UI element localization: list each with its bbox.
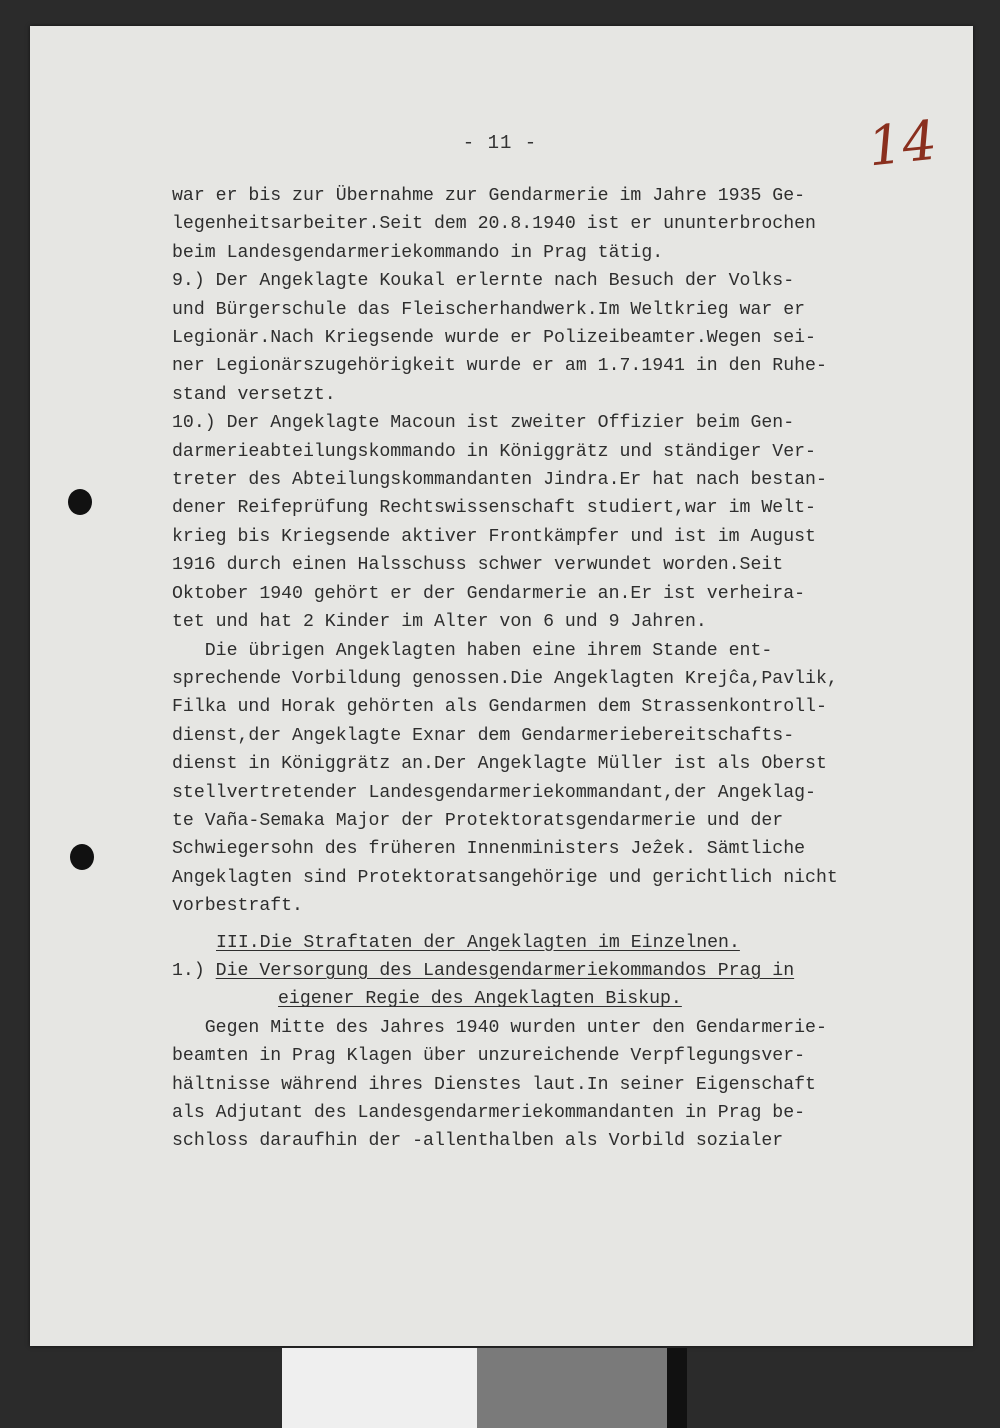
text-line: stand versetzt. [172, 384, 336, 405]
text-line: 10.) Der Angeklagte Macoun ist zweiter Offizier beim Gen- [172, 413, 795, 434]
calibration-card-white [282, 1348, 477, 1428]
punch-hole [68, 489, 92, 515]
text-line: ner Legionärszugehörigkeit wurde er am 1.7.1941 in den Ruhe- [172, 356, 827, 377]
text-line: beamten in Prag Klagen über unzureichende Verpflegungsver- [172, 1046, 806, 1067]
text-line: stellvertretender Landesgendarmeriekommandant,der Angeklag- [172, 782, 816, 803]
subsection-heading-continued [172, 985, 892, 1013]
text-line: treter des Abteilungskommandanten Jindra.Er hat nach bestan- [172, 470, 827, 491]
text-line: schloss daraufhin der -allenthalben als Vorbild sozialer [172, 1131, 784, 1152]
text-line: dienst in Königgrätz an.Der Angeklagte Müller ist als Oberst [172, 754, 827, 775]
text-line: Filka und Horak gehörten als Gendarmen dem Strassenkontroll- [172, 697, 827, 718]
text-line: Angeklagten sind Protektoratsangehörige und gerichtlich nicht [172, 867, 838, 888]
page-number: - 11 - [462, 132, 538, 154]
text-line: dienst,der Angeklagte Exnar dem Gendarmeriebereitschafts- [172, 725, 795, 746]
text-line: 1916 durch einen Halsschuss schwer verwundet worden.Seit [172, 555, 784, 576]
text-line: Schwiegersohn des früheren Innenministers Jeẑek. Sämtliche [172, 839, 806, 860]
text-line: als Adjutant des Landesgendarmeriekommandanten in Prag be- [172, 1103, 806, 1123]
text-line: vorbestraft. [172, 896, 303, 917]
text-line: war er bis zur Übernahme zur Gendarmerie im Jahre 1935 Ge- [172, 186, 806, 206]
calibration-card-grey [477, 1348, 667, 1428]
document-body [172, 182, 892, 1156]
text-line: darmerieabteilungskommando in Königgrätz und ständiger Ver- [172, 441, 816, 462]
text-line: und Bürgerschule das Fleischerhandwerk.Im Weltkrieg war er [172, 299, 806, 320]
subsection-title: Die Versorgung des Landesgendarmeriekommandos Prag in [215, 960, 795, 981]
text-line: hältnisse während ihres Dienstes laut.In seiner Eigenschaft [172, 1074, 816, 1095]
text-line: dener Reifeprüfung Rechtswissenschaft studiert,war im Welt- [172, 498, 816, 519]
text-line: beim Landesgendarmeriekommando in Prag tätig. [172, 242, 664, 263]
text-line: 9.) Der Angeklagte Koukal erlernte nach Besuch der Volks- [172, 271, 795, 292]
text-line: sprechende Vorbildung genossen.Die Angeklagten Krejĉa,Pavlik, [172, 668, 838, 689]
text-line: Legionär.Nach Kriegsende wurde er Polizeibeamter.Wegen sei- [172, 328, 816, 349]
text-line: legenheitsarbeiter.Seit dem 20.8.1940 ist er ununterbrochen [172, 214, 816, 235]
subsection-title-continued: eigener Regie des Angeklagten Biskup. [278, 989, 682, 1010]
text-line: krieg bis Kriegsende aktiver Frontkämpfer und ist im August [172, 526, 816, 547]
section-heading [172, 929, 892, 957]
text-line: tet und hat 2 Kinder im Alter von 6 und 9 Jahren. [172, 612, 707, 633]
text-line: te Vaña-Semaka Major der Protektoratsgendarmerie und der [172, 810, 784, 831]
calibration-card-black [667, 1348, 687, 1428]
section-heading-text: III.Die Straftaten der Angeklagten im Einzelnen. [216, 932, 740, 953]
handwritten-folio-number: 14 [864, 108, 940, 179]
text-line: Die übrigen Angeklagten haben eine ihrem Stande ent- [172, 640, 773, 661]
subsection-heading [172, 957, 892, 985]
text-line: Oktober 1940 gehört er der Gendarmerie an.Er ist verheira- [172, 583, 806, 604]
text-line: Gegen Mitte des Jahres 1940 wurden unter den Gendarmerie- [172, 1017, 827, 1038]
punch-hole [70, 844, 94, 870]
subsection-number: 1.) [172, 960, 205, 981]
